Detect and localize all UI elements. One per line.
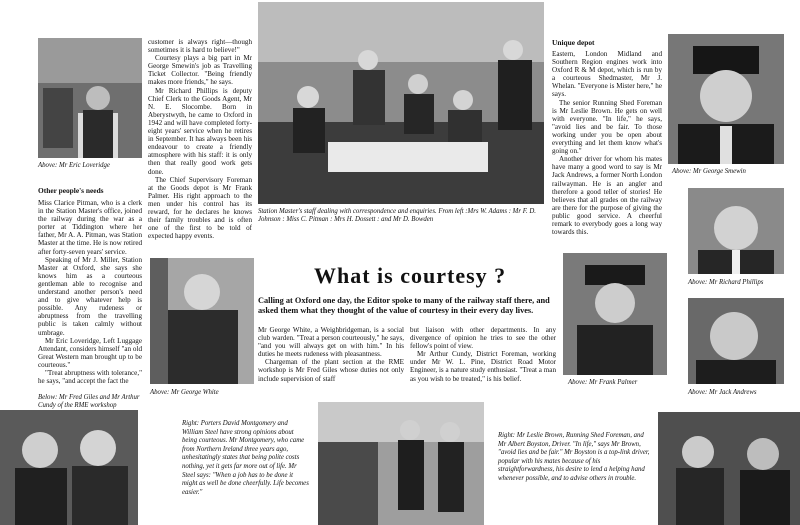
- paragraph: Chargeman of the plant section at the RME workshop is Mr Fred Giles whose duties not only include supervision of staff: [258, 358, 404, 383]
- caption-jack-andrews: Above: Mr Jack Andrews: [688, 389, 757, 396]
- photo-fred-giles-arthur-cundy: [0, 410, 138, 525]
- paragraph: The Chief Supervisory Foreman at the Goods depot is Mr Frank Palmer. His right approach to the men under his control has its reward, for he declares he knows their family troubles and is often one of the first to be told of expected happy events.: [148, 175, 252, 241]
- photo-george-smewin: [668, 34, 784, 164]
- paragraph: Another driver for whom his mates have many a good word to say is Mr Jack Andrews, a former North London railwayman. He is an angler and therefore a good teller of stories! He believes that all grades on the railway are there for the purpose of giving the public good service. A cheerful remark to everybody goes a long way towards this.: [552, 155, 662, 237]
- heading-unique-depot: Unique depot: [552, 38, 595, 47]
- paragraph: Mr Eric Loveridge, Left Luggage Attendant, considers himself "an old Great Western man brought up to be courteous.": [38, 336, 142, 369]
- caption-richard-phillips: Above: Mr Richard Phillips: [688, 279, 764, 286]
- paragraph: Mr Arthur Cundy, District Foreman, working under Mr W. L. Pine, District Road Motor Engineer, is a nature study enthusiast. "Treat a man as you wish to be treated," is his belief.: [410, 350, 556, 383]
- caption-eric-loveridge: Above: Mr Eric Loveridge: [38, 162, 110, 169]
- paragraph: Miss Clarice Pitman, who is a clerk in the Station Master's office, joined the railway during the war as a porter at Tiddington where her father, Mr A. A. Pitman, was Station Master at the time. He is now retired after forty-seven years' service.: [38, 199, 143, 256]
- caption-leslie-brown: Right: Mr Leslie Brown, Running Shed Foreman, and Mr Albert Boyston, Driver. "In life," says Mr Brown, "avoid lies and be fair." Mr Boyston is a top-link driver, popular with his mates because of his straightforwardness, his desire to lend a helping hand whenever possible, and to advise others in trouble.: [498, 432, 650, 482]
- photo-george-white: [150, 258, 254, 384]
- paragraph: Mr Richard Phillips is deputy Chief Clerk to the Goods Agent, Mr N. E. Slocombe. Born in Aberystwyth, he came to Oxford in 1942 and will have completed forty-eight years' service when he retires in September. It has always been his endeavour to create a friendly atmosphere with his staff: it is only then that really good work gets done.: [148, 86, 252, 176]
- photo-jack-andrews: [688, 298, 784, 384]
- article-column-d: [410, 326, 556, 383]
- photo-eric-loveridge: [38, 38, 142, 158]
- article-column-c: [258, 326, 404, 383]
- intro-paragraph: Calling at Oxford one day, the Editor spoke to many of the railway staff there, and asked them what they thought of the value of courtesy in their every day lives.: [258, 296, 550, 315]
- photo-frank-palmer: [563, 253, 667, 375]
- caption-porters: Right: Porters David Montgomery and William Steel have strong opinions about being courteous. Mr Montgomery, who came from Northern Ireland three years ago, unhesitatingly states that being polite costs nothing, yet it gets far more out of life. Mr Steel says: "When a job has to be done it might as well be done cheerfully. Life becomes easier.": [182, 420, 309, 496]
- photo-porters-montgomery-steel: [318, 402, 484, 525]
- paragraph: Courtesy plays a big part in Mr George Smewin's job as Travelling Ticket Collector. "Being friendly makes more friends," he says.: [148, 54, 252, 87]
- photo-leslie-brown-albert-boyston: [658, 412, 800, 525]
- photo-richard-phillips: [688, 188, 784, 274]
- article-column-a: [148, 38, 252, 240]
- paragraph: Eastern, London Midland and Southern Region engines work into Oxford R & M depot, which is run by a courteous Shedmaster, Mr J. Whelan. "Everyone is Mister here," he says.: [552, 50, 662, 99]
- heading-other-peoples-needs: Other people's needs: [38, 186, 104, 195]
- paragraph: The senior Running Shed Foreman is Mr Leslie Brown. He gets on well with everyone. "In life," he says, "avoid lies and be fair. To those working under you be open about everything and let them know what's going on.": [552, 98, 662, 156]
- paragraph: customer is always right—though sometimes it is hard to believe!": [148, 38, 252, 55]
- caption-station-masters-office: Station Master's staff dealing with correspondence and enquiries. From left :Mrs W. Adams : Mr F. D. Johnson : Miss C. Pitman : Mrs H. Dossett : and Mr D. Bowden: [258, 208, 536, 223]
- caption-george-smewin: Above: Mr George Smewin: [672, 168, 746, 175]
- caption-frank-palmer: Above: Mr Frank Palmer: [568, 379, 638, 386]
- article-column-b: [38, 199, 142, 385]
- caption-below-giles-cundy: Below: Mr Fred Giles and Mr Arthur Cundy of the RME workshop: [38, 394, 140, 409]
- paragraph: but liaison with other departments. In any divergence of opinion he tries to see the other fellow's point of view.: [410, 326, 556, 351]
- photo-station-masters-office: [258, 2, 544, 204]
- article-column-e: [552, 50, 662, 236]
- paragraph: "Treat abruptness with tolerance," he says, "and accept the fact the: [38, 368, 142, 386]
- paragraph: Mr George White, a Weighbridgeman, is a social club warden. "Treat a person courteously," he says, "and you will always get on with him." In his duties he meets rudeness with pleasantness.: [258, 326, 404, 359]
- page-title: What is courtesy ?: [314, 263, 507, 288]
- paragraph: Speaking of Mr J. Miller, Station Master at Oxford, she says she knows him as a courteous gentleman able to recognise and understand another person's need and to give whatever help is possible. Any rudeness or abruptness from the travelling public is taken calmly without umbrage.: [38, 255, 142, 337]
- caption-george-white: Above: Mr George White: [150, 389, 219, 396]
